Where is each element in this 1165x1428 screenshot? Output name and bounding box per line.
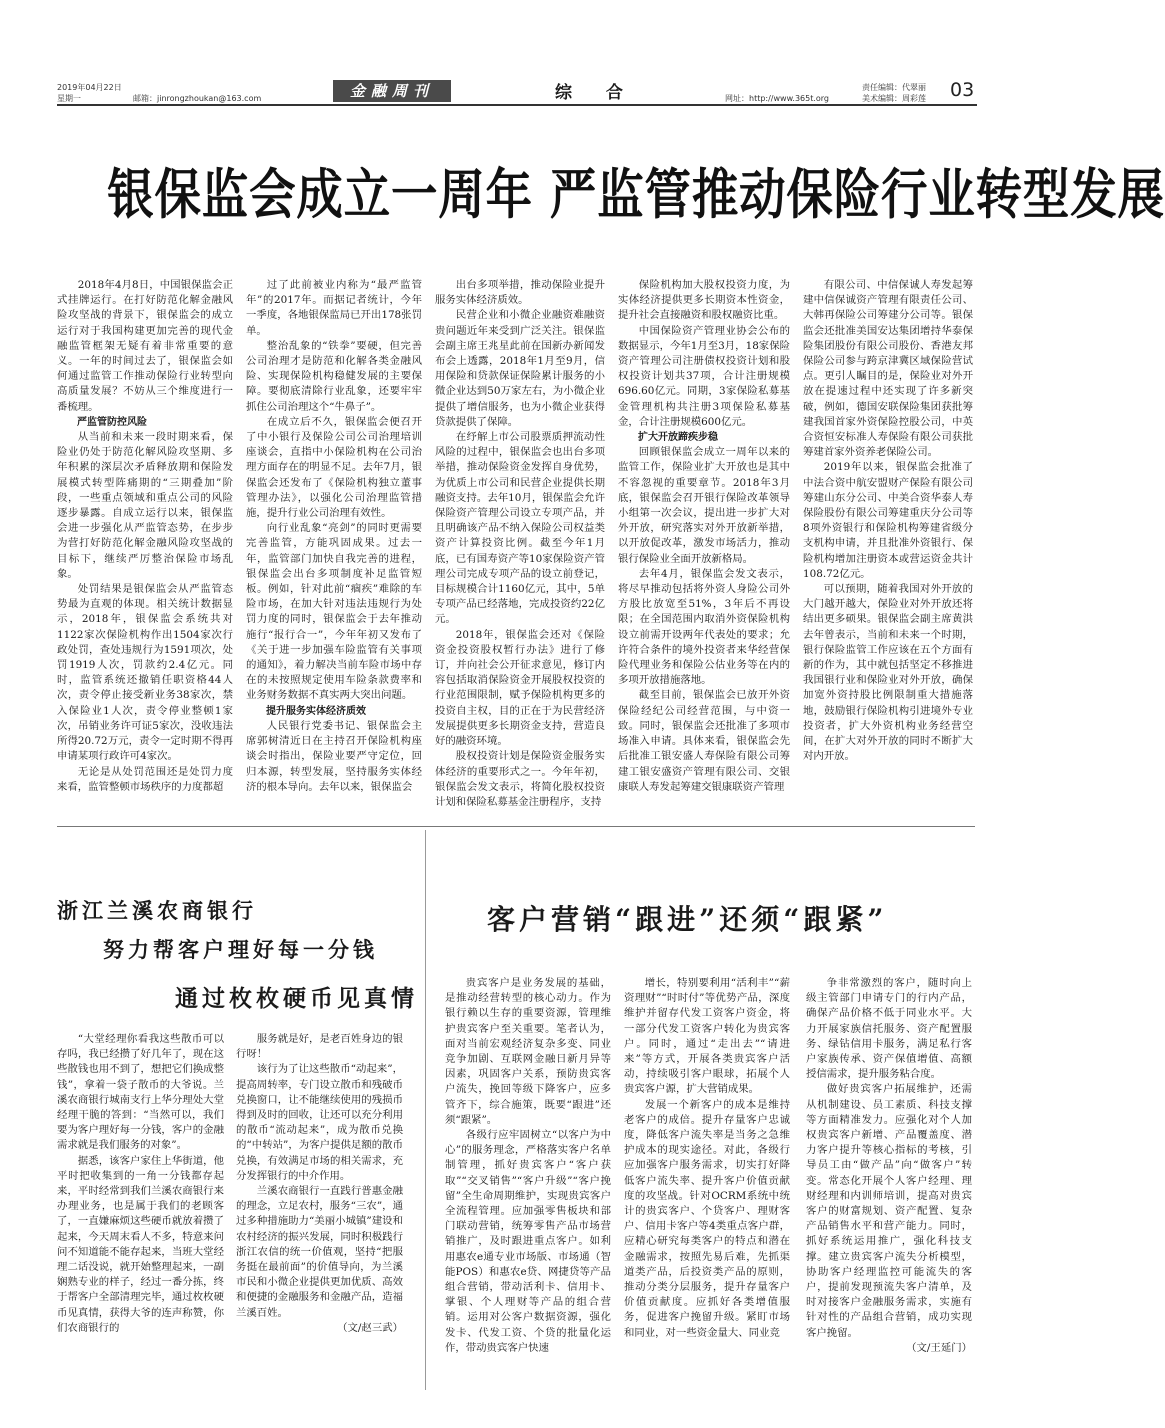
article1-bottom-rule [57, 826, 975, 827]
paragraph: 去年4月，银保监会发文表示，将尽早推动包括将外资人身险公司外方股比放宽至51%，3年后不再设限；在全国范围内取消外资保险机构设立前需开设两年代表处的要求；允许符合条件的境外投资者来华经营保险代理业务和保险公估业务等在内的多项开放措施落地。 [618, 567, 790, 687]
article3-col1 [445, 976, 611, 1386]
editor: 责任编辑：代翠丽 [862, 83, 926, 92]
paragraph: 在成立后不久，银保监会便召开了中小银行及保险公司公司治理培训座谈会，直指中小保险机构在公司治理方面存在的明显不足。去年7月，银保监会还发布了《保险机构独立董事管理办法》，以强化公司治理监管措施，提升行业公司治理有效性。 [246, 415, 422, 520]
issue-date: 2019年04月22日 [57, 83, 122, 92]
article1-col3 [435, 278, 605, 820]
header-rule [57, 104, 977, 106]
article3-col2 [624, 976, 790, 1386]
art-editor: 美术编辑：周彩莲 [862, 94, 926, 103]
paragraph: “大堂经理你看我这些散币可以存吗，我已经攒了好几年了，现在这些散钱也用不到了，想把它们换成整钱”，拿着一袋子散币的大爷说。兰溪农商银行城南支行上华分理处大堂经理干脆的答到：“当然可以，我们要为客户理好每一分钱，客户的金融需求就是我们服务的对象”。 [57, 1033, 224, 1152]
issue-weekday: 星期一 [57, 94, 81, 103]
paragraph: 出台多项举措，推动保险业提升服务实体经济质效。 [435, 279, 605, 307]
article2-col2 [236, 1032, 403, 1384]
subheading: 扩大开放蹄疾步稳 [638, 432, 718, 444]
paragraph: 民营企业和小微企业融资难融资贵问题近年来受到广泛关注。银保监会副主席王兆星此前在国新办新闻发布会上透露，2018年1月至9月，信用保险和贷款保证保险累计服务的小微企业达到50万家左右，为小微企业提供了增信服务，也为小微企业获得贷款提供了保障。 [435, 309, 605, 428]
paragraph: 有限公司、中信保诚人寿发起筹建中信保诚资产管理有限责任公司、大韩再保险公司筹建分公司等。银保监会还批准美国安达集团增持华泰保险集团股份有限公司股份、香港友邦保险公司参与跨京津冀区域保险营试点。更引人瞩目的是，保险业对外开放在提速过程中还实现了许多新突破，例如，德国安联保险集团获批筹建我国首家外资保险控股公司，中英合资恒安标准人寿保险有限公司获批筹建首家外资养老保险公司。 [803, 279, 973, 459]
paragraph: 兰溪农商银行一直践行普惠金融的理念，立足农村，服务“三农”，通过多种措施助力“美丽小城镇”建设和农村经济的振兴发展，同时积极践行浙江农信的统一价值观，坚持“把服务挺在最前面”的价值导向，为兰溪市民和小微企业提供更加优质、高效和便捷的金融服务和金融产品，造福兰溪百姓。 [236, 1185, 403, 1319]
article1-col5 [803, 278, 973, 820]
paragraph: 据悉，该客户家住上华街道，他平时把收集到的一角一分钱都存起来，平时经常到我们兰溪农商银行来办理业务，也是属于我们的老顾客了，一直嫌麻烦这些硬币就放着攒了起来，今天周末看人不多，特意来问问不知道能不能存起来，当班大堂经理二话没说，就开始整理起来，一副娴熟专业的样子，经过一番分拣，终于帮客户全部清理完毕，通过枚枚硬币见真情，获得大爷的连声称赞，你们农商银行的 [57, 1154, 224, 1334]
paragraph: 可以预期，随着我国对外开放的大门越开越大，保险业对外开放还将结出更多硕果。银保监会副主席黄洪去年曾表示，当前和未来一个时期，银行保险监管工作应该在五个方面有新的作为，其中就包括坚定不移推进我国银行业和保险业对外开放，确保加宽外资持股比例限制重大措施落地，鼓励银行保险机构引进境外专业投资者，扩大外资机构业务经营空间，在扩大对外开放的同时不断扩大对内开放。 [803, 583, 973, 763]
article3-title: 客户营销“跟进”还须“跟紧” [487, 903, 888, 936]
article2-col1 [57, 1032, 224, 1384]
paragraph: 在纾解上市公司股票质押流动性风险的过程中，银保监会也出台多项举措，推动保险资金发挥自身优势，为优质上市公司和民营企业提供长期融资支持。去年10月，银保监会允许保险资产管理公司设立专项产品，并且明确该产品不纳入保险公司权益类资产计算投资比例。截至今年1月底，已有国寿资产等10家保险资产管理公司完成专项产品的设立前登记，目标规模合计1160亿元，其中，5单专项产品已经落地，完成投资约22亿元。 [435, 431, 605, 626]
paragraph: 做好贵宾客户拓展维护，还需从机制建设、员工素质、科技支撑等方面精准发力。应强化对个人加权贵宾客户新增、产品覆盖度、潜力客户提升等核心指标的考核，引导员工由“做产品”向“做客户”转变。常态化开展个人客户经理、理财经理和内训师培训，提高对贵宾客户的财富规划、资产配置、复杂产品销售水平和营产能力。同时，抓好系统运用推广，强化科技支撑。建立贵宾客户流失分析模型，协助客户经理监控可能流失的客户，提前发现预流失客户清单，及时对接客户金融服务需求，实施有针对性的产品组合营销，成功实现客户挽留。 [806, 1083, 972, 1339]
paragraph: 股权投资计划是保险资金服务实体经济的重要形式之一。今年年初，银保监会发文表示，将简化股权投资计划和保险私募基金注册程序，支持 [435, 750, 605, 808]
article1-col1 [57, 278, 233, 820]
article1-headline: 银保监会成立一周年 严监管推动保险行业转型发展 [107, 162, 1165, 226]
paper-name-banner: 金融周刊 [333, 80, 451, 102]
article2-title-line2: 努力帮客户理好每一分钱 [103, 937, 378, 962]
website: 网址：http://www.365t.org [725, 94, 830, 103]
paragraph: 向行业乱象“亮剑”的同时更需要完善监管，方能巩固成果。过去一年，监管部门加快自我完善的进程，银保监会出台多项制度补足监管短板。例如，针对此前“痼疾”难除的车险市场，在加大针对违法违规行为处罚力度的同时，银保监会于去年推动施行“报行合一”，今年年初又发布了《关于进一步加强车险监管有关事项的通知》，着力解决当前车险市场中存在的未按照规定使用车险条款费率和业务财务数据不真实两大突出问题。 [246, 522, 422, 702]
paragraph: 过了此前被业内称为“最严监管年”的2017年。而据记者统计，今年一季度，各地银保监局已开出178张罚单。 [246, 279, 422, 337]
article1-col2 [246, 278, 422, 820]
section-title: 综 合 [555, 83, 637, 103]
paragraph: 截至目前，银保监会已放开外资保险经纪公司经营范围，与中资一致。同时，银保监会还批准了多项市场准入申请。具体来看，银保监会先后批准工银安盛人寿保险有限公司筹建工银安盛资产管理有限公司、交银康联人寿发起筹建交银康联资产管理 [618, 689, 790, 793]
paragraph: 贵宾客户是业务发展的基础，是推动经营转型的核心动力。作为银行赖以生存的重要资源，管理维护贵宾客户至关重要。笔者认为，面对当前宏观经济复杂多变、同业竞争加剧、互联网金融日新月异等因素，巩固客户关系，预防贵宾客户流失，挽回等级下降客户，应多管齐下，综合施策，既要“跟进”还须“跟紧”。 [445, 977, 611, 1126]
article2-title-line3: 通过枚枚硬币见真情 [175, 985, 418, 1012]
byline: （文/王延门） [906, 1341, 972, 1354]
paragraph: 各级行应牢固树立“以客户为中心”的服务理念，严格落实客户名单制管理，抓好贵宾客户“客户获取”“交叉销售”“客户升级”“客户挽留”全生命周期维护，实现贵宾客户全流程管理。应加强零售板块和部门联动营销，统筹零售产品市场营销推广，及时跟进重点客户。如利用惠农e通专业市场版、市场通（智能POS）和惠农e贷、网捷贷等产品组合营销，带动活利卡、信用卡、掌银、个人理财等产品的组合营销。运用对公客户数据资源，强化发卡、代发工资、个贷的批量化运作，带动贵宾客户快速 [445, 1129, 611, 1354]
page-number: 03 [950, 79, 975, 101]
article3-col3 [806, 976, 972, 1386]
paragraph: 处罚结果是银保监会从严监管态势最为直观的体现。相关统计数据显示，2018年，银保监会系统共对1122家次保险机构作出1504家次行政处罚，查处违规行为1591项次，处罚1919人次，罚款约2.4亿元。同时，监管系统还撤销任职资格44人次，责令停止接受新业务38家次，禁入保险业1人次，责令停业整顿1家次，吊销业务许可证5家次，没收违法所得20.72万元，责令一定时期不得再申请某项行政许可4家次。 [57, 583, 233, 763]
column-separator [425, 830, 426, 1390]
paragraph: 发展一个新客户的成本是维持老客户的成倍。提升存量客户忠诚度，降低客户流失率是当务之急维护成本的现实途径。对此，各级行应加强客户服务需求，切实打好降低客户流失率、提升客户价值贡献度的攻坚战。针对OCRM系统中统计的贵宾客户、个贷客户、理财客户、信用卡客户等4类重点客户群，应精心研究每类客户的特点和潜在金融需求，按照先易后难，先抓渠道类产品，后投资类产品的原则，推动分类分层服务，提升存量客户价值贡献度。应抓好各类增值服务，促进客户挽留升级。紧盯市场和同业，对一些资金量大、同业竞 [624, 1098, 790, 1339]
email: 邮箱：jinrongzhoukan@163.com [133, 94, 262, 103]
paragraph: 2019年以来，银保监会批准了中法合资中航安盟财产保险有限公司筹建山东分公司、中美合资华泰人寿保险股份有限公司筹建重庆分公司等8项外资银行和保险机构筹建省级分支机构申请，并且批准外资银行、保险机构增加注册资本或营运资金共计108.72亿元。 [803, 461, 973, 580]
paragraph: 整治乱象的“铁拳”要硬，但完善公司治理才是防范和化解各类金融风险、实现保险机构稳健发展的主要保障。要彻底清除行业乱象，还要牢牢抓住公司治理这个“牛鼻子”。 [246, 339, 422, 413]
subheading: 严监管防控风险 [77, 416, 147, 428]
paragraph: 无论是从处罚范围还是处罚力度来看，监管整顿市场秩序的力度都超 [57, 765, 233, 793]
paragraph: 中国保险资产管理业协会公布的数据显示，今年1月至3月，18家保险资产管理公司注册债权投资计划和股权投资计划共37项，合计注册规模696.60亿元。同期，3家保险私募基金管理机构共注册3项保险私募基金，合计注册规模600亿元。 [618, 324, 790, 428]
byline: （文/赵三武） [337, 1321, 403, 1334]
paragraph: 2018年4月8日，中国银保监会正式挂牌运行。在打好防范化解金融风险攻坚战的背景下，银保监会的成立运行对于我国构建更加完善的现代金融监管框架无疑有着非常重要的意义。一年的时间过去了，银保监会如何通过监管工作推动保险行业转型向高质量发展？不妨从三个维度进行一番梳理。 [57, 279, 233, 413]
paragraph: 服务就是好，是老百姓身边的银行呀！ [236, 1033, 403, 1061]
paragraph: 人民银行党委书记、银保监会主席郭树清近日在主持召开保险机构座谈会时指出，保险业要严守定位，回归本源，转型发展，坚持服务实体经济的根本导向。去年以来，银保监会 [246, 719, 422, 793]
paragraph: 保险机构加大股权投资力度，为实体经济提供更多长期资本性资金，提升社会直接融资和股权融资比重。 [618, 279, 790, 322]
paragraph: 该行为了让这些散币“动起来”，提高周转率，专门设立散币和残破币兑换窗口，让不能继续使用的残损币得到及时的回收，让还可以充分利用的散币“流动起来”，成为散币兑换的“中转站”，为客户提供足额的散币兑换，有效满足市场的相关需求，充分发挥银行的中介作用。 [236, 1063, 403, 1182]
subheading: 提升服务实体经济质效 [266, 705, 366, 717]
paragraph: 争非常激烈的客户，随时向上级主管部门申请专门的行内产品，确保产品价格不低于同业水平。大力开展家族信托服务、资产配置服务、绿钻信用卡服务，满足私行客户家族传承、资产保值增值、高额授信需求，提升服务粘合度。 [806, 977, 972, 1081]
paragraph: 2018年，银保监会还对《保险资金投资股权暂行办法》进行了修订，并向社会公开征求意见，修订内容包括取消保险资金开展股权投资的行业范围限制，赋予保险机构更多的投资自主权，目的正在于为民营经济发展提供更多长期资金支持，营造良好的融资环境。 [435, 628, 605, 748]
paragraph: 回顾银保监会成立一周年以来的监管工作，保险业扩大开放也是其中不容忽视的重要章节。2018年3月底，银保监会召开银行保险改革领导小组第一次会议，提出进一步扩大对外开放，研究落实对外开放新举措，以开放促改革，激发市场活力，推动银行保险业全面开放新格局。 [618, 446, 790, 565]
article2-title-line1: 浙江兰溪农商银行 [57, 898, 257, 923]
paragraph: 增长，特别要利用“活利丰”“薪资理财”“时时付”等优势产品，深度维护并留存代发工资客户资金，将一部分代发工资客户转化为贵宾客户。同时，通过“走出去”“请进来”等方式，开展各类贵宾客户活动，持续吸引客户眼球，拓展个人贵宾客户源，扩大营销成果。 [624, 977, 790, 1096]
paragraph: 从当前和未来一段时期来看，保险业仍处于防范化解风险攻坚期、多年积累的深层次矛盾释放期和保险发展模式转型阵痛期的“三期叠加”阶段，一些重点领域和重点公司的风险逐步暴露。自成立运行以来，银保监会进一步强化从严监管态势，在步步为营打好防范化解金融风险攻坚战的目标下，继续严厉整治保险市场乱象。 [57, 431, 233, 580]
article1-col4 [618, 278, 790, 820]
